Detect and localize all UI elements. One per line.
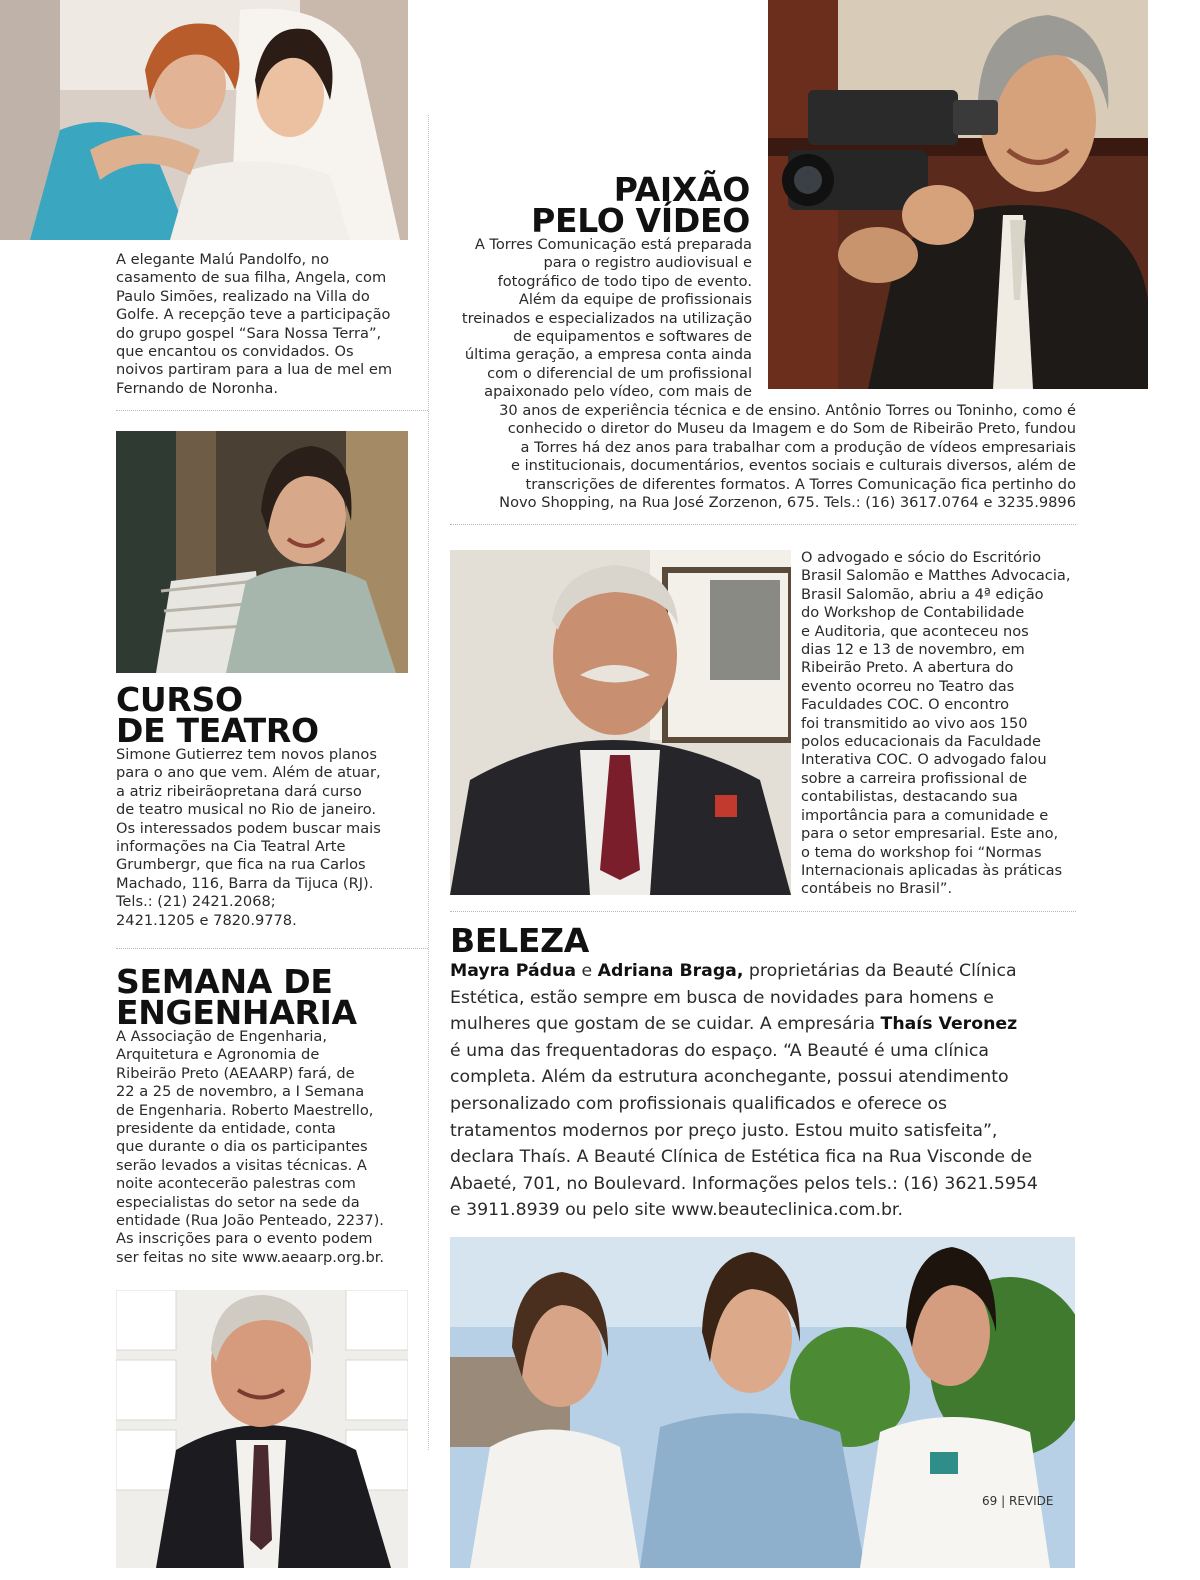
page-number: 69 <box>982 1494 998 1508</box>
body-line: As inscrições para o evento podem <box>116 1230 373 1248</box>
column-divider <box>428 115 429 1450</box>
body-line: de Engenharia. Roberto Maestrello, <box>116 1101 374 1119</box>
body-line: a atriz ribeirãopretana dará curso <box>116 782 362 800</box>
body-line: personalizado com profissionais qualificados e oferece os <box>450 1093 948 1114</box>
body-text: proprietárias da Beauté Clínica <box>743 961 1017 981</box>
engenharia-headline <box>116 962 426 1032</box>
divider <box>450 911 1076 912</box>
body-line: de teatro musical no Rio de janeiro. <box>116 801 377 819</box>
body-line: e Auditoria, que aconteceu nos <box>801 622 1029 640</box>
video-headline <box>440 170 750 240</box>
camera-man-photo <box>768 0 1148 389</box>
body-line: Tels.: (21) 2421.2068; <box>116 893 276 911</box>
body-line: dias 12 e 13 de novembro, em <box>801 641 1025 659</box>
body-line: Novo Shopping, na Rua José Zorzenon, 675. Tels.: (16) 3617.0764 e 3235.9896 <box>499 494 1076 512</box>
body-line: especialistas do setor na sede da <box>116 1193 360 1211</box>
actress-photo <box>116 431 408 673</box>
engineer-photo <box>116 1290 408 1568</box>
body-line: última geração, a empresa conta ainda <box>464 346 752 364</box>
body-line: contabilistas, destacando sua <box>801 788 1018 806</box>
page-folio <box>982 1494 1053 1508</box>
body-line: é uma das frequentadoras do espaço. “A Beauté é uma clínica <box>450 1040 989 1061</box>
person-name: Adriana Braga, <box>597 961 744 981</box>
body-line: informações na Cia Teatral Arte <box>116 838 346 856</box>
headline-line: PELO VÍDEO <box>531 201 750 240</box>
beleza-headline <box>450 921 750 960</box>
body-line: Além da equipe de profissionais <box>518 291 752 309</box>
headline-line: CURSO <box>116 680 243 719</box>
magazine-name: REVIDE <box>1008 1494 1054 1508</box>
body-line: para o registro audiovisual e <box>543 254 752 272</box>
body-line: e 3911.8939 ou pelo site www.beauteclinica.com.br. <box>450 1200 903 1221</box>
body-line: foi transmitido ao vivo aos 150 <box>801 714 1028 732</box>
body-line: polos educacionais da Faculdade <box>801 733 1041 751</box>
body-line: Simone Gutierrez tem novos planos <box>116 746 377 763</box>
body-line: sobre a carreira profissional de <box>801 769 1028 787</box>
body-line: ser feitas no site www.aeaarp.org.br. <box>116 1248 385 1266</box>
body-line: Faculdades COC. O encontro <box>801 696 1010 714</box>
divider <box>450 524 1076 525</box>
body-line: de equipamentos e softwares de <box>513 328 752 346</box>
body-line: transcrições de diferentes formatos. A Torres Comunicação fica pertinho do <box>525 475 1076 493</box>
caption-line: do grupo gospel “Sara Nossa Terra”, <box>116 324 382 342</box>
body-line: Arquitetura e Agronomia de <box>116 1046 320 1064</box>
engenharia-body <box>116 1028 416 1267</box>
clinic-photo <box>450 1237 1075 1568</box>
body-line: importância para a comunidade e <box>801 806 1049 824</box>
person-name: Thaís Veronez <box>880 1014 1018 1035</box>
body-line <box>450 958 1080 985</box>
caption-line: noivos partiram para a lua de mel em <box>116 361 393 379</box>
headline-line: BELEZA <box>450 921 589 960</box>
body-line: evento ocorreu no Teatro das <box>801 677 1015 695</box>
body-line: Ribeirão Preto (AEAARP) fará, de <box>116 1064 355 1082</box>
body-line: 2421.1205 e 7820.9778. <box>116 911 297 929</box>
body-line: que durante o dia os participantes <box>116 1138 368 1156</box>
body-text: mulheres que gostam de se cuidar. A empresária <box>450 1014 881 1035</box>
body-line: contábeis no Brasil”. <box>801 880 953 898</box>
body-line: conhecido o diretor do Museu da Imagem e do Som de Ribeirão Preto, fundou <box>507 420 1076 438</box>
body-line: o tema do workshop foi “Normas <box>801 843 1042 861</box>
body-line: presidente da entidade, conta <box>116 1120 336 1138</box>
body-line: Interativa COC. O advogado falou <box>801 751 1047 769</box>
body-line: A Torres Comunicação está preparada <box>474 236 752 253</box>
video-body-wide <box>436 402 1076 512</box>
body-line: O advogado e sócio do Escritório <box>801 549 1042 566</box>
body-line: do Workshop de Contabilidade <box>801 604 1025 622</box>
wedding-caption <box>116 251 416 398</box>
body-line: entidade (Rua João Penteado, 2237). <box>116 1212 384 1230</box>
body-line: completa. Além da estrutura aconchegante, possui atendimento <box>450 1067 1009 1088</box>
body-line: com o diferencial de um profissional <box>487 364 752 382</box>
caption-line: Fernando de Noronha. <box>116 379 279 397</box>
conjunction: e <box>576 961 598 981</box>
body-line: Os interessados podem buscar mais <box>116 819 381 837</box>
body-line: A Associação de Engenharia, <box>116 1028 327 1045</box>
divider <box>116 948 428 949</box>
lawyer-photo <box>450 550 791 895</box>
body-line: 30 anos de experiência técnica e de ensino. Antônio Torres ou Toninho, como é <box>499 402 1076 419</box>
video-body <box>440 236 752 402</box>
body-line: para o ano que vem. Além de atuar, <box>116 764 381 782</box>
body-line: e institucionais, documentários, eventos sociais e culturais diversos, além de <box>510 457 1076 475</box>
teatro-body <box>116 746 416 930</box>
workshop-body <box>801 549 1086 899</box>
body-line: Brasil Salomão, abriu a 4ª edição <box>801 585 1044 603</box>
body-line: Ribeirão Preto. A abertura do <box>801 659 1014 677</box>
divider <box>116 410 428 411</box>
caption-line: Paulo Simões, realizado na Villa do <box>116 287 370 305</box>
wedding-photo <box>0 0 408 240</box>
body-line: Brasil Salomão e Matthes Advocacia, <box>801 567 1071 585</box>
caption-line: que encantou os convidados. Os <box>116 343 354 361</box>
caption-line: Golfe. A recepção teve a participação <box>116 306 391 324</box>
body-line: Internacionais aplicadas às práticas <box>801 861 1063 879</box>
body-line: apaixonado pelo vídeo, com mais de <box>484 383 752 401</box>
body-line: Grumbergr, que fica na rua Carlos <box>116 856 366 874</box>
folio-separator: | <box>1001 1494 1006 1508</box>
headline-line: PAIXÃO <box>613 170 750 209</box>
beleza-body <box>450 958 1080 1224</box>
body-line: declara Thaís. A Beauté Clínica de Estética fica na Rua Visconde de <box>450 1147 1033 1168</box>
teatro-headline <box>116 680 416 750</box>
caption-line: A elegante Malú Pandolfo, no <box>116 251 330 268</box>
body-line: fotográfico de todo tipo de evento. <box>497 272 752 290</box>
body-line: serão levados a visitas técnicas. A <box>116 1156 367 1174</box>
headline-line: DE TEATRO <box>116 711 319 750</box>
headline-line: ENGENHARIA <box>116 993 357 1032</box>
body-line: para o setor empresarial. Este ano, <box>801 825 1059 843</box>
body-line: tratamentos modernos por preço justo. Estou muito satisfeita”, <box>450 1120 998 1141</box>
body-line <box>450 1011 1080 1038</box>
body-line: treinados e especializados na utilização <box>461 309 752 327</box>
body-line: 22 a 25 de novembro, a I Semana <box>116 1083 365 1101</box>
headline-line: SEMANA DE <box>116 962 333 1001</box>
body-line: Abaeté, 701, no Boulevard. Informações pelos tels.: (16) 3621.5954 <box>450 1173 1038 1194</box>
body-line: Estética, estão sempre em busca de novidades para homens e <box>450 987 994 1008</box>
caption-line: casamento de sua filha, Angela, com <box>116 269 387 287</box>
person-name: Mayra Pádua <box>450 961 576 981</box>
body-line: Machado, 116, Barra da Tijuca (RJ). <box>116 874 374 892</box>
body-line: noite acontecerão palestras com <box>116 1175 356 1193</box>
body-line: a Torres há dez anos para trabalhar com a produção de vídeos empresariais <box>520 438 1076 456</box>
